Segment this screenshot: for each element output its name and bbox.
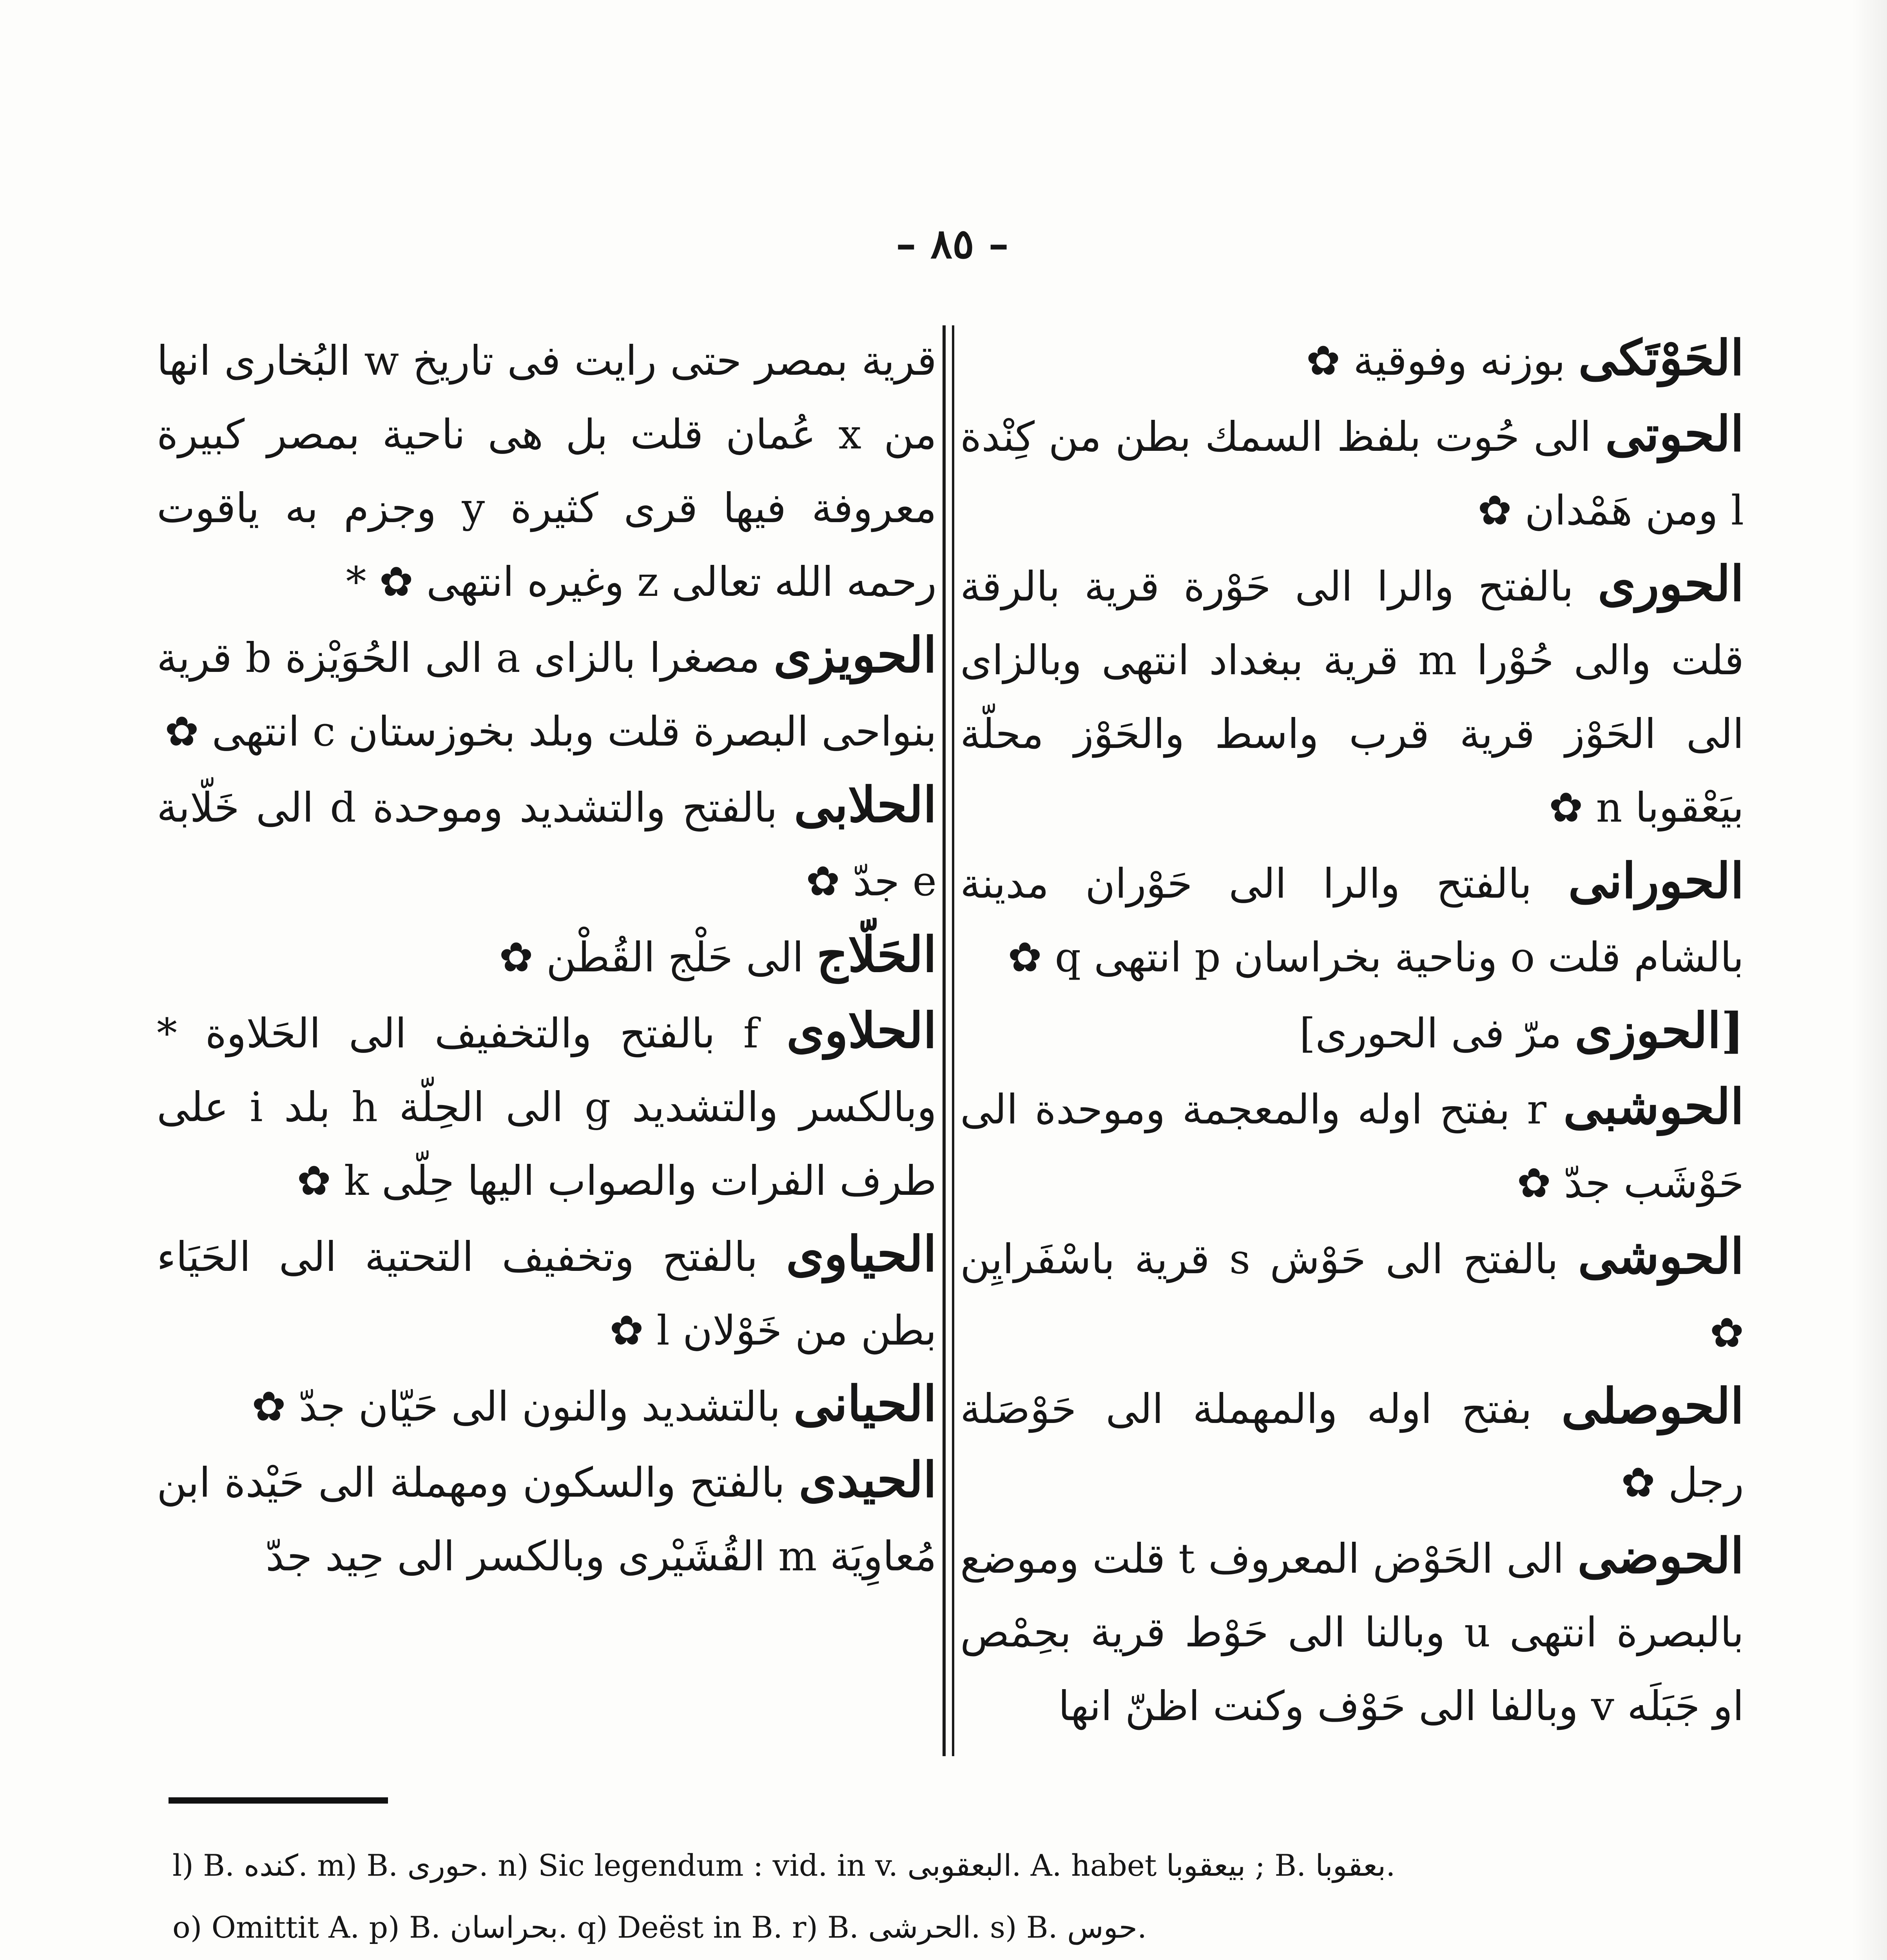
entry-headword: الحوشبى [1563, 1078, 1744, 1135]
entry-text: r بفتح اوله والمعجمة وموحدة الى حَوْشَب جدّ ✿ [960, 1085, 1744, 1207]
footnotes [172, 1838, 1748, 1960]
page-number: – ٨٥ – [895, 220, 1009, 268]
entry-text: بفتح اوله والمهملة الى حَوْصَلة رجل ✿ [960, 1385, 1744, 1506]
entry [157, 321, 937, 619]
entry-headword: [الحوزى [1575, 1002, 1744, 1059]
entry-headword: الحيدى [799, 1452, 937, 1508]
entry-headword: الحَلّاج [816, 926, 937, 983]
right-column [960, 321, 1744, 1764]
entry-headword: الحلابى [794, 777, 937, 833]
entry [960, 994, 1744, 1070]
entry-headword: الحوضى [1577, 1528, 1744, 1584]
entry [960, 844, 1744, 994]
entry-text: بالفتح والسكون ومهملة الى حَيْدة ابن مُعاوِيَة m القُشَيْرى وبالكسر الى حِيد جدّ [157, 1459, 937, 1580]
entry-text: بالفتح والرا الى حَوْران مدينة بالشام قلت o وناحية بخراسان p انتهى q ✿ [960, 860, 1744, 981]
entry-headword: الحلاوى [786, 1002, 937, 1059]
entry-headword: الحوتى [1605, 406, 1744, 463]
entry-text: f بالفتح والتخفيف الى الحَلاوة * وبالكسر والتشديد g الى الحِلّة h بلد i على طرف الفرات والصواب اليها حِلّى k ✿ [157, 1009, 937, 1205]
footnote-line: o) Omittit A. p) B. بحراسان. q) Deëst in B. r) B. الحرشى. s) B. حوس. [172, 1910, 1147, 1945]
entry-text: بالفتح الى حَوْش s قرية باسْفَرايِن ✿ [960, 1235, 1744, 1357]
entry [157, 994, 937, 1218]
entry-headword: الحويزى [773, 627, 937, 684]
entry-headword: الحوصلى [1561, 1378, 1744, 1435]
column-divider [943, 325, 954, 1756]
entry-text: بالفتح والرا الى حَوْرة قرية بالرقة قلت والى حُوْرا m قرية ببغداد انتهى وبالزاى الى الحَوْز قرية قرب واسط والحَوْز محلّة بيَعْقوبا n ✿ [960, 563, 1744, 831]
left-column [157, 321, 937, 1764]
entry-headword: الحياوى [786, 1226, 937, 1283]
entry [157, 768, 937, 918]
entry-text: بوزنه وفوقية ✿ [1306, 337, 1566, 385]
entry [157, 1367, 937, 1443]
entry-text: قرية بمصر حتى رايت فى تاريخ w البُخارى انها من x عُمان قلت بل هى ناحية بمصر كبيرة معروفة فيها قرى كثيرة y وجزم به ياقوت رحمه الله تعالى z وغيره انتهى ✿ * [157, 337, 937, 606]
entry [960, 1070, 1744, 1220]
entry-headword: الحورانى [1568, 853, 1744, 909]
entry-text: الى حُوت بلفظ السمك بطن من كِنْدة l ومن هَمْدان ✿ [960, 413, 1744, 534]
entry-headword: الحيانى [793, 1376, 937, 1432]
page-edge-shadow [1852, 0, 1887, 1960]
entry-text: مرّ فى الحورى] [1299, 1009, 1562, 1057]
entry-text: بالفتح والتشديد وموحدة d الى خَلّابة e جدّ ✿ [157, 784, 937, 905]
entry-text: بالتشديد والنون الى حَيّان جدّ ✿ [252, 1383, 781, 1430]
footnote-line: l) B. كنده. m) B. حورى. n) Sic legendum : vid. in v. البعقوبى. A. habet بيعقوبا ; B. بعقوبا. [172, 1848, 1396, 1883]
entry-headword: الحوشى [1578, 1228, 1744, 1285]
entry [960, 397, 1744, 547]
entry [157, 1443, 937, 1593]
entry [157, 619, 937, 768]
entry-text: بالفتح وتخفيف التحتية الى الحَيَاء بطن من خَوْلان l ✿ [157, 1233, 937, 1354]
entry-headword: الحورى [1597, 555, 1744, 612]
entry [960, 1220, 1744, 1370]
entry [157, 1218, 937, 1367]
entry-text: الى حَلْج القُطْن ✿ [499, 933, 804, 981]
footnote-rule [169, 1797, 388, 1804]
entry [960, 547, 1744, 844]
entry [960, 1519, 1744, 1743]
entry-text: مصغرا بالزاى a الى الحُوَيْزة b قرية بنواحى البصرة قلت وبلد بخوزستان c انتهى ✿ [157, 634, 937, 755]
entry [960, 321, 1744, 397]
entry [157, 918, 937, 994]
entry-text: الى الحَوْض المعروف t قلت وموضع بالبصرة انتهى u وبالنا الى حَوْط قرية بحِمْص او جَبَلَه v وبالفا الى حَوْف وكنت اظنّ انها [960, 1535, 1744, 1730]
entry [960, 1370, 1744, 1519]
entry-headword: الحَوْتَكى [1578, 330, 1744, 387]
